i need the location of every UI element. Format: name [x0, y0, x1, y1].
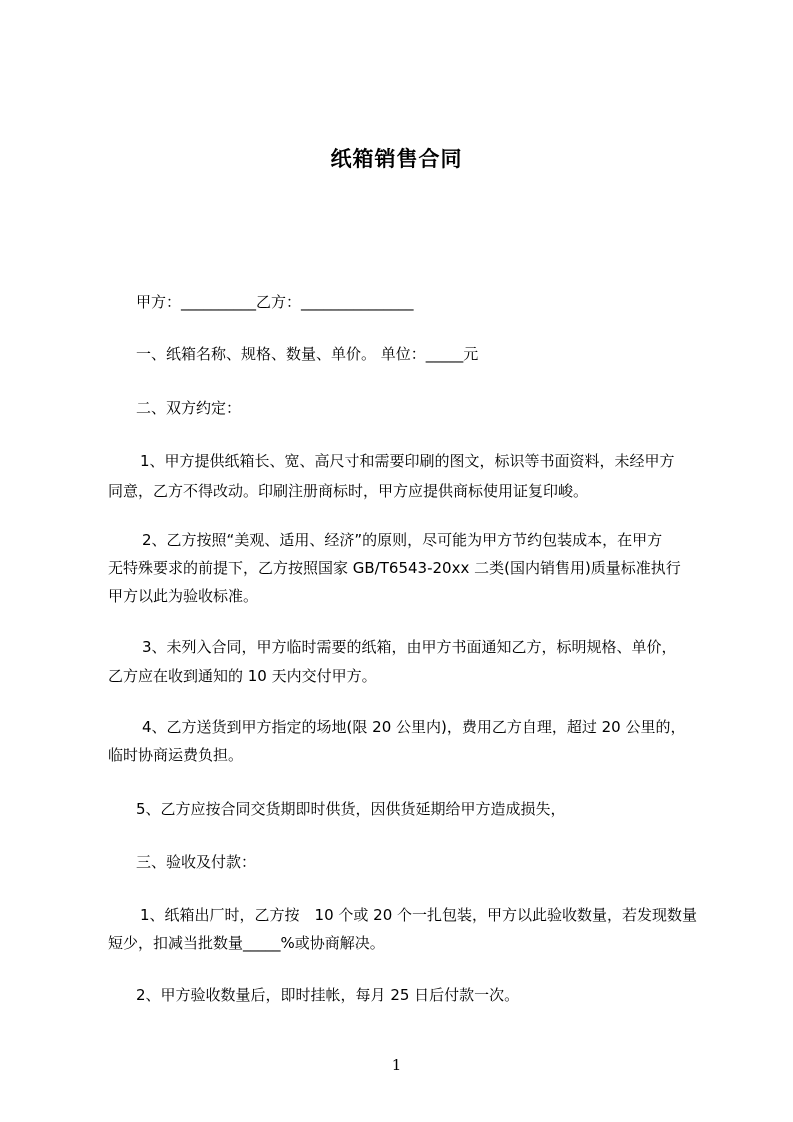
- item-2-line-1: 2、乙方按照“美观、适用、经济”的原则，尽可能为甲方节约包装成本，在甲方: [142, 531, 663, 549]
- section-3-heading: 三、验收及付款：: [136, 853, 257, 871]
- item-1-line-2: 同意，乙方不得改动。印刷注册商标时，甲方应提供商标使用证复印峻。: [108, 482, 589, 500]
- item-3-line-1: 3、未列入合同，甲方临时需要的纸箱，由甲方书面通知乙方，标明规格、单价，: [142, 638, 677, 656]
- item-4-line-1: 4、乙方送货到甲方指定的场地(限 20 公里内)，费用乙方自理，超过 20 公里的，: [142, 718, 686, 736]
- section-1-heading: 一、纸箱名称、规格、数量、单价。 单位：_____元: [136, 345, 479, 363]
- item-2-line-3: 甲方以此为验收标准。: [108, 587, 259, 605]
- item-1-line-1: 1、甲方提供纸箱长、宽、高尺寸和需要印刷的图文，标识等书面资料，未经甲方: [140, 452, 675, 470]
- section-2-heading: 二、双方约定：: [136, 399, 242, 417]
- item-4-line-2: 临时协商运费负担。: [108, 746, 244, 764]
- item-2-line-2: 无特殊要求的前提下，乙方按照国家 GB/T6543-20xx 二类(国内销售用)质量标准执行: [108, 559, 681, 577]
- item-3-line-2: 乙方应在收到通知的 10 天内交付甲方。: [108, 667, 377, 685]
- item-5: 5、乙方应按合同交货期即时供货，因供货延期给甲方造成损失，: [136, 800, 566, 818]
- payment-1-line-1: 1、纸箱出厂时，乙方按 10 个或 20 个一扎包装，甲方以此验收数量，若发现数量: [140, 906, 698, 924]
- payment-2: 2、甲方验收数量后，即时挂帐，每月 25 日后付款一次。: [136, 986, 520, 1004]
- page-title: 纸箱销售合同: [330, 147, 463, 171]
- parties-line: 甲方：__________乙方：_______________: [136, 293, 414, 311]
- payment-1-line-2: 短少，扣减当批数量_____%或协商解决。: [108, 934, 385, 952]
- page-number: 1: [391, 1056, 402, 1074]
